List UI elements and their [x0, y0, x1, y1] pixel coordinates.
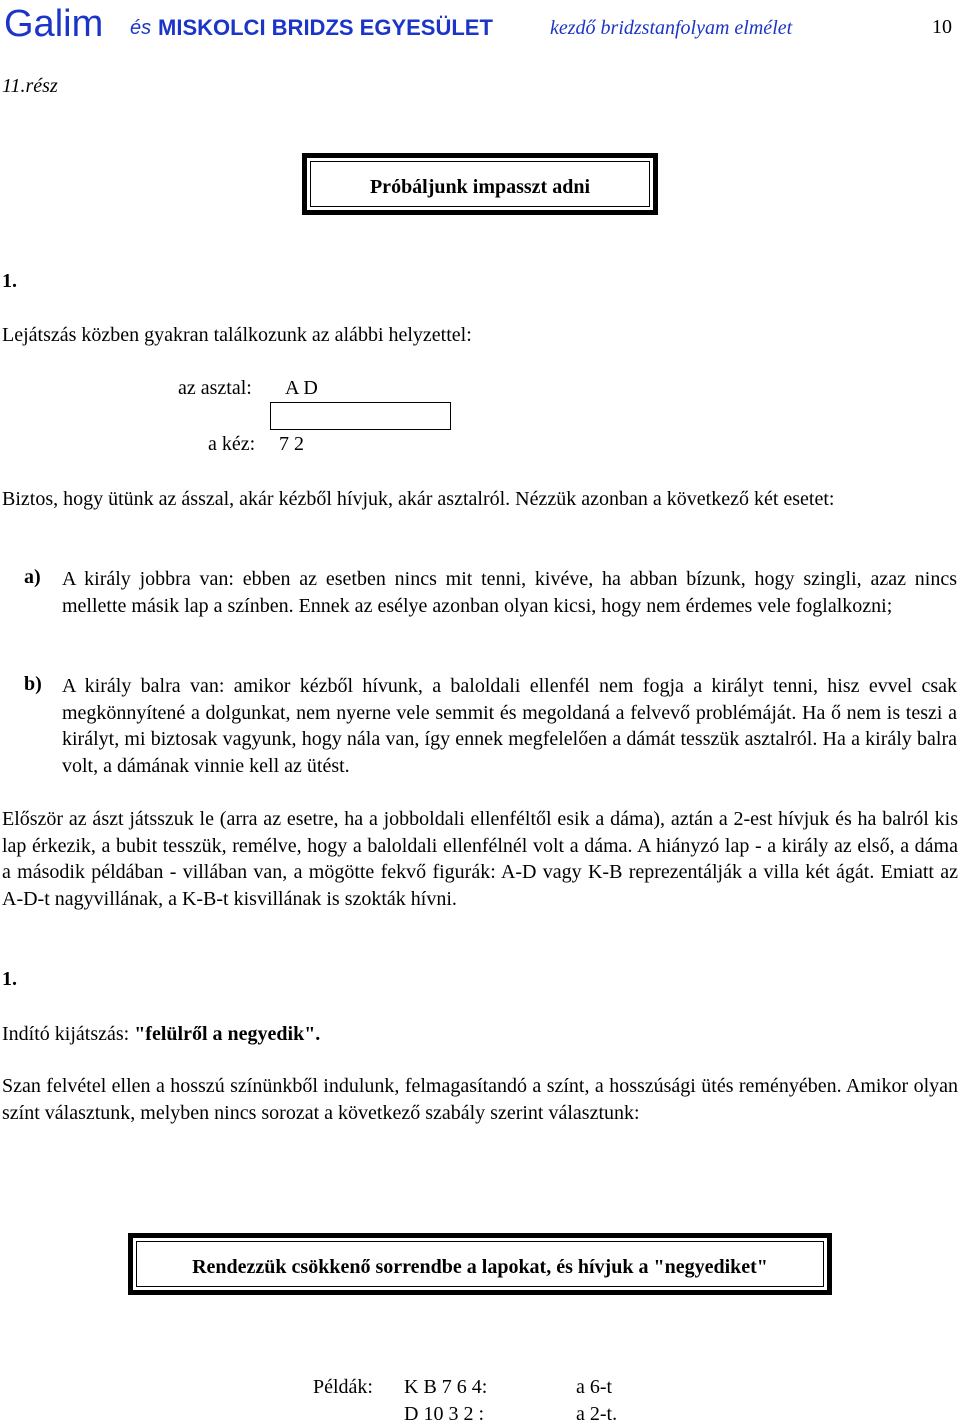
section-number-2: 1. — [2, 968, 17, 990]
opening-lead-rule: "felülről a negyedik". — [134, 1023, 321, 1045]
example-2-lead: a 2-t. — [576, 1403, 618, 1425]
diagram-hand-label: a kéz: — [208, 433, 256, 455]
section-number-1: 1. — [2, 270, 17, 292]
paragraph-2: Először az ászt játsszuk le (arra az esetre, ha a jobboldali ellenféltől esik a dáma), aztán a 2-est hívjuk és ha balról kis lap érkezik, a bubit tesszük, remélve, hogy a baloldali ellenfélnél volt a dáma. A hiányzó lap - a király az első, a dáma a második példában - villában van, a mögötte fekvő figurák: A-D vagy K-B reprezentálják a villa két ágát. Emiatt az A-D-t nagyvillának, a K-B-t kisvillának is szokták hívni. — [2, 808, 958, 910]
header-brand: Galim — [4, 3, 104, 45]
title-box — [302, 153, 658, 215]
rule-text: Rendezzük csökkenő sorrendbe a lapokat, és hívjuk a "negyediket" — [192, 1256, 768, 1278]
paragraph-3: Szan felvétel ellen a hosszú színünkből indulunk, felmagasítandó a színt, a hosszúsági ütés reményében. Amikor olyan színt választunk, melyben nincs sorozat a következő szabály szerint választunk: — [2, 1075, 958, 1124]
example-1-lead: a 6-t — [576, 1376, 613, 1398]
header-conjunction: és — [130, 17, 152, 39]
diagram-hand-cards: 7 2 — [279, 433, 304, 455]
examples-label: Példák: — [313, 1376, 373, 1398]
title-text: Próbáljunk impasszt adni — [369, 176, 591, 198]
case-a-text: A király jobbra van: ebben az esetben nincs mit tenni, kivéve, ha abban bízunk, hogy szingli, azaz nincs mellette másik lap a színben. Ennek az esélye azonban olyan kicsi, hogy nem érdemes vele foglalkozni; — [62, 568, 957, 617]
paragraph-1: Biztos, hogy ütünk az ásszal, akár kézből hívjuk, akár asztalról. Nézzük azonban a következő két esetet: — [2, 488, 835, 510]
case-b-text: A király balra van: amikor kézből hívunk, a baloldali ellenfél nem fogja a királyt tenni, hisz evvel csak megkönnyítené a dolgunkat, nem nyerne vele semmit és megoldaná a felvevő problémáját. Ha ő nem is teszi a királyt, mi biztosak vagyunk, hogy nála van, így ennek megfelelően a dámát tesszük asztalról. Ha a király balra volt, a dámának vinnie kell az ütést. — [62, 675, 957, 777]
diagram-table-cards: A D — [285, 377, 318, 399]
intro-paragraph: Lejátszás közben gyakran találkozunk az alábbi helyzettel: — [2, 324, 472, 346]
page-number: 10 — [932, 16, 952, 38]
case-b-label: b) — [24, 673, 42, 695]
rule-box — [128, 1233, 832, 1295]
part-label: 11.rész — [2, 75, 58, 97]
opening-lead-line — [2, 1021, 942, 1048]
header-organization: MISKOLCI BRIDZS EGYESÜLET — [158, 15, 493, 40]
table-diagram-box — [270, 402, 451, 430]
case-a-label: a) — [24, 566, 41, 588]
header-course: kezdő bridzstanfolyam elmélet — [550, 17, 793, 39]
example-1-cards: K B 7 6 4: — [404, 1376, 488, 1398]
diagram-table-label: az asztal: — [178, 377, 252, 399]
opening-lead-prefix: Indító kijátszás: — [2, 1023, 135, 1045]
example-2-cards: D 10 3 2 : — [404, 1403, 484, 1425]
